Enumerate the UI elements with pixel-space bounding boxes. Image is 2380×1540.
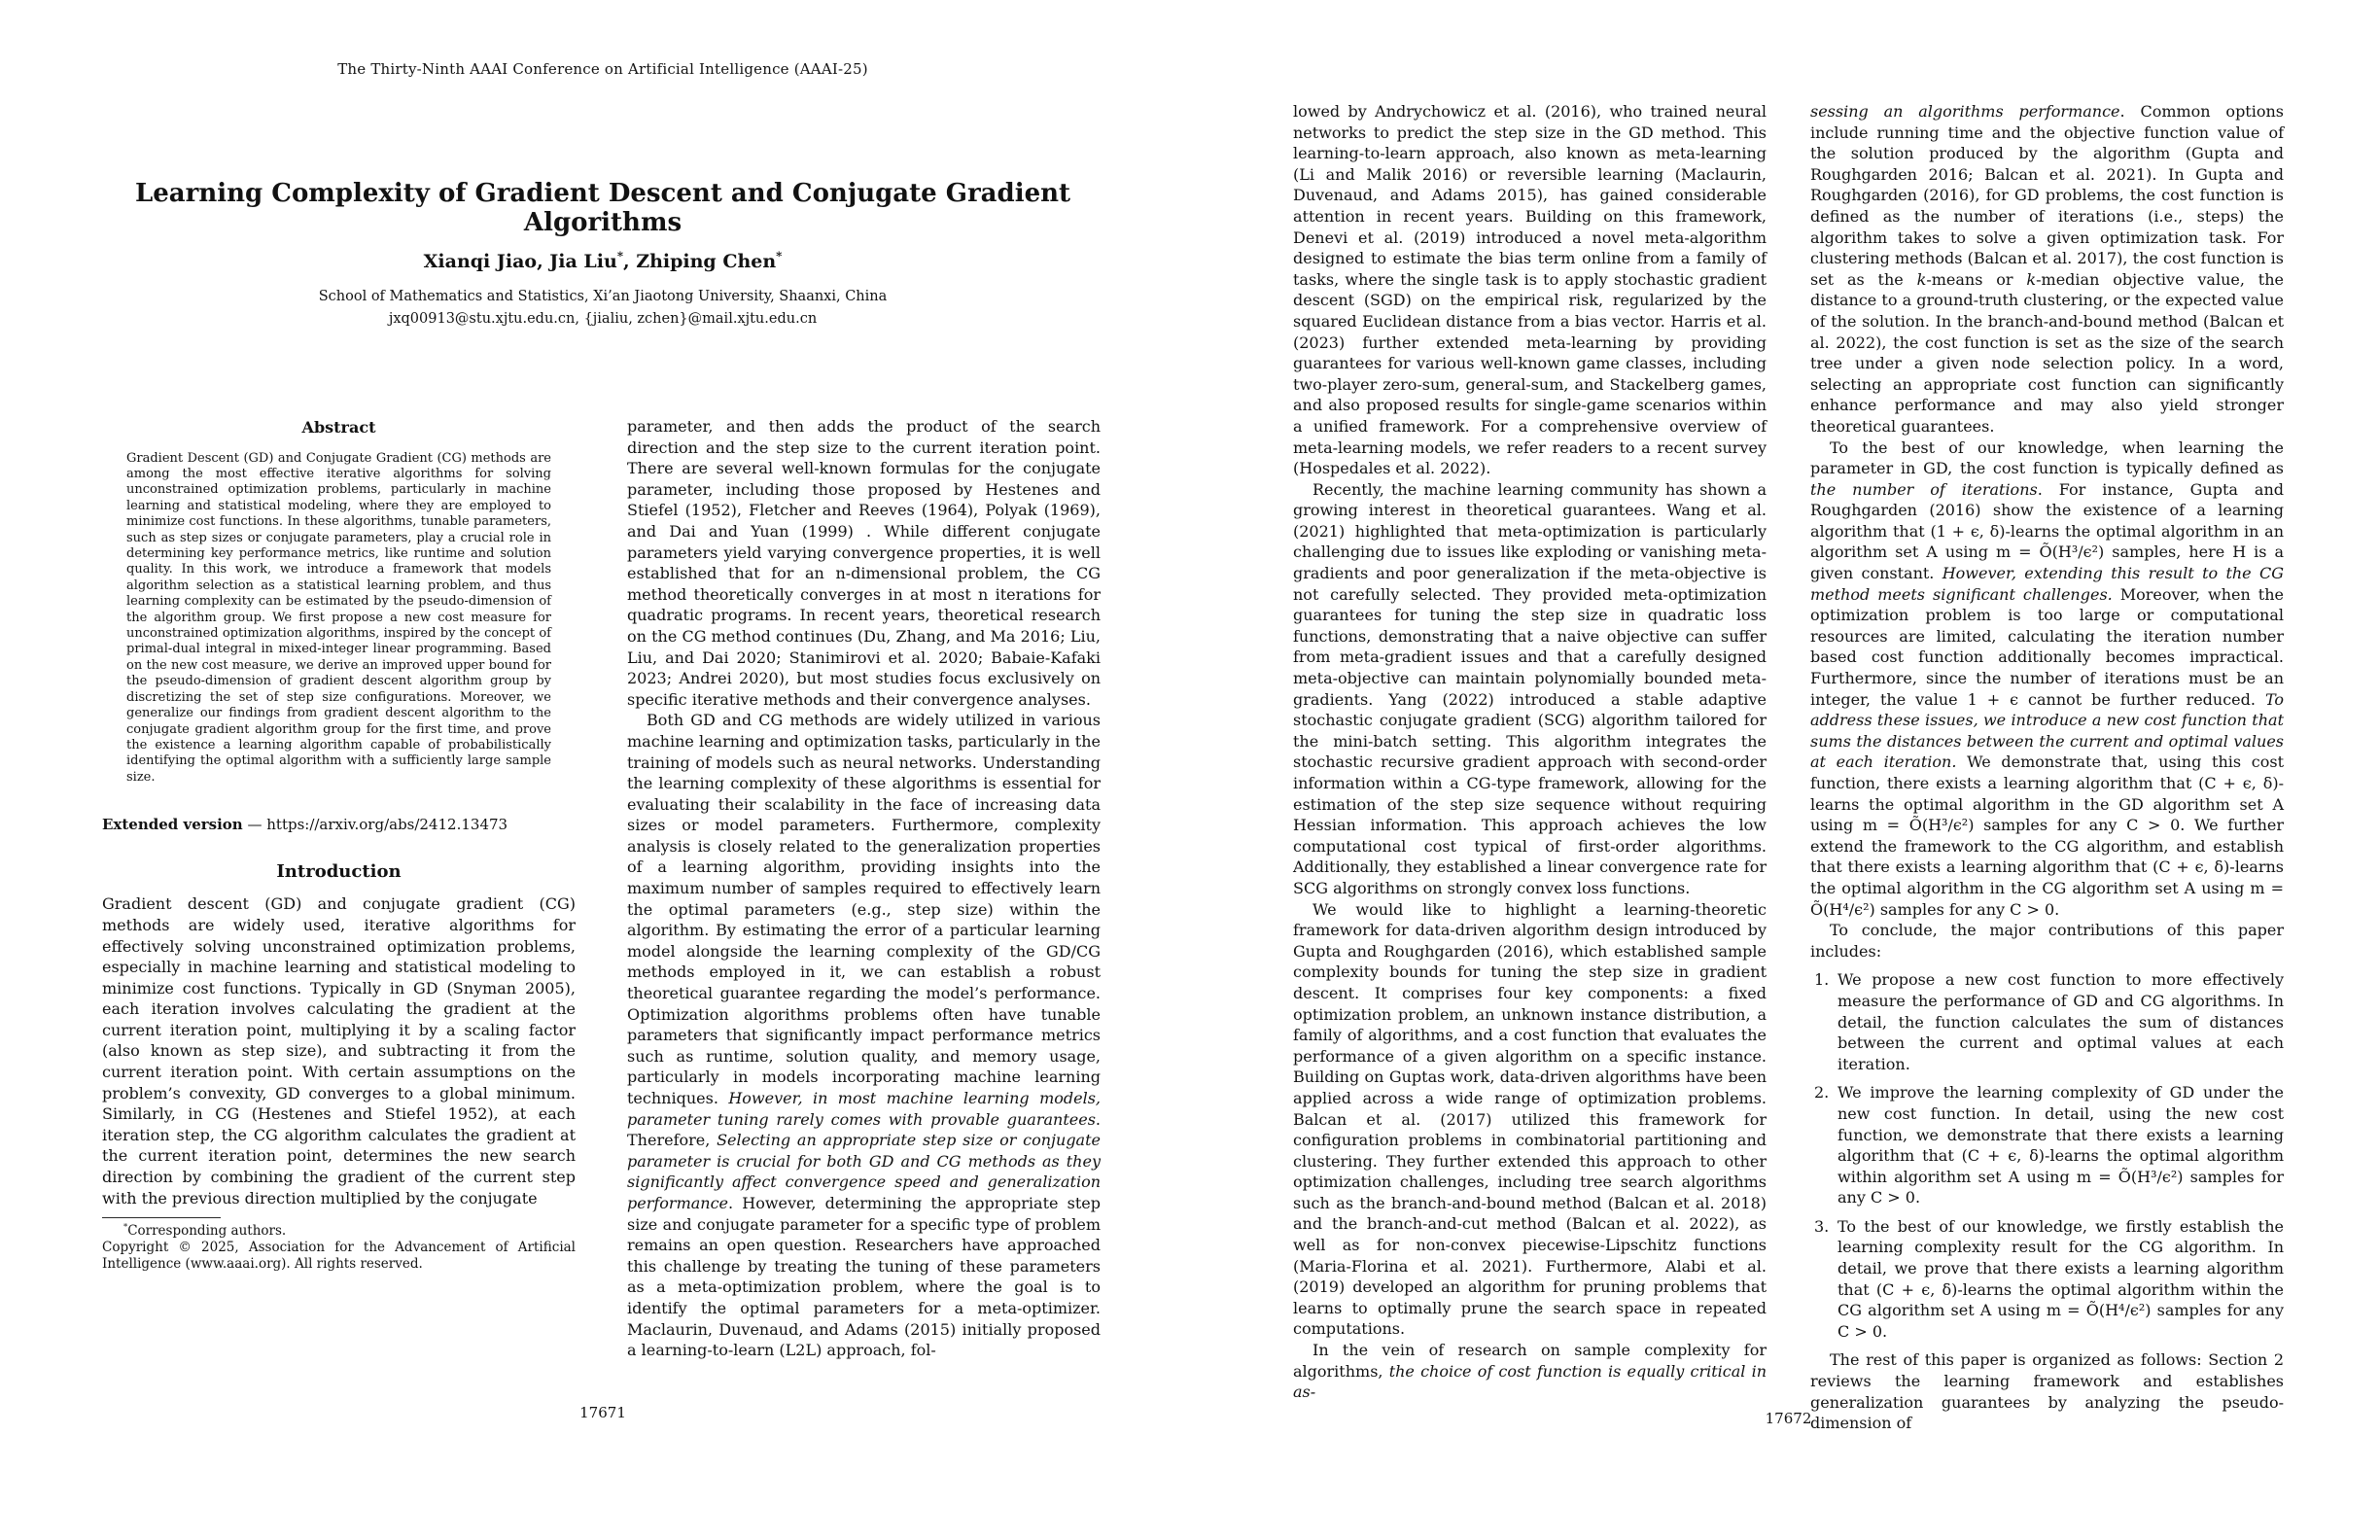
col4-closing-paragraph: The rest of this paper is organized as follows: Section 2 reviews the learning framework and establishes generalization guarantees by analyzing the pseudo-dimension of [1810, 1350, 2284, 1433]
item-number: 3. [1814, 1216, 1830, 1236]
item-text: To the best of our knowledge, we firstly establish the learning complexity result for the CG algorithm. In detail, we prove that there exists a learning algorithm that (C + ϵ, δ)-learns the optimal algorithm within the CG algorithm set A using m = Õ(H⁴/ϵ²) samples for any C > 0. [1838, 1216, 2284, 1341]
contribution-item [1810, 1082, 2284, 1208]
item-number: 2. [1814, 1083, 1830, 1102]
column-4 [1810, 101, 2284, 1434]
intro-paragraph: Gradient descent (GD) and conjugate gradient (CG) methods are widely used, iterative algorithms for effectively solving unconstrained optimization problems, especially in machine learning and statistical modeling to minimize cost functions. Typically in GD (Snyman 2005), each iteration involves calculating the gradient at the current iteration point, multiplying it by a scaling factor (also known as step size), and subtracting it from the current iteration point. With certain assumptions on the problem’s convexity, GD converges to a global minimum. Similarly, in CG (Hestenes and Stiefel 1952), at each iteration step, the CG algorithm calculates the gradient at the current iteration point, determines the new search direction by combining the gradient of the current step with the previous direction multiplied by the conjugate [102, 894, 576, 1208]
contributions-intro: To conclude, the major contributions of this paper includes: [1810, 921, 2284, 961]
col3-paragraph-2: Recently, the machine learning community has shown a growing interest in theoretical guarantees. Wang et al. (2021) highlighted that meta-optimization is particularly challenging due to issues like exploding or vanishing meta-gradients and poor generalization if the meta-objective is not carefully selected. They provided meta-optimization guarantees for tuning the step size in quadratic loss functions, demonstrating that a naive objective can suffer from meta-gradient issues and that a carefully designed meta-objective can maintain polynomially bounded meta-gradients. Yang (2022) introduced a stable adaptive stochastic conjugate gradient (SCG) algorithm tailored for the mini-batch setting. This algorithm integrates the stochastic recursive gradient approach with second-order information within a CG-type framework, allowing for the estimation of the step size sequence without requiring Hessian information. This approach achieves the low computational cost typical of first-order algorithms. Additionally, they established a linear convergence rate for SCG algorithms on strongly convex loss functions. [1293, 479, 1767, 897]
footnote-corresponding-authors: *Corresponding authors. [123, 1221, 287, 1240]
footnote-divider [102, 1217, 221, 1218]
col3-paragraph-4: In the vein of research on sample complexity for algorithms, the choice of cost function is equally critical in as- [1293, 1341, 1767, 1402]
footnote-copyright: Copyright © 2025, Association for the Advancement of Artificial Intelligence (www.aaai.org). All rights reserved. [102, 1240, 576, 1273]
col2-paragraph-1: parameter, and then adds the product of the search direction and the step size to the current iteration point. There are several well-known formulas for the conjugate parameter, including those proposed by Hestenes and Stiefel (1952), Fletcher and Reeves (1964), Polyak (1969), and Dai and Yuan (1999) . While different conjugate parameters yield varying convergence properties, it is well established that for an n-dimensional problem, the CG method theoretically converges in at most n iterations for quadratic programs. In recent years, theoretical research on the CG method continues (Du, Zhang, and Ma 2016; Liu, Liu, and Dai 2020; Stanimirovi et al. 2020; Babaie-Kafaki 2023; Andrei 2020), but most studies focus exclusively on specific iterative methods and their convergence analyses. [627, 417, 1101, 709]
col4-paragraph-1: sessing an algorithms performance. Common options include running time and the objective function value of the solution produced by the algorithm (Gupta and Roughgarden 2016; Balcan et al. 2021). In Gupta and Roughgarden (2016), for GD problems, the cost function is defined as the number of iterations (i.e., steps) the algorithm takes to solve a given optimization task. For clustering methods (Balcan et al. 2017), the cost function is set as the k-means or k-median objective value, the distance to a ground-truth clustering, or the expected value of the solution. In the branch-and-bound method (Balcan et al. 2022), the cost function is set as the size of the search tree under a given node selection policy. In a word, selecting an appropriate cost function can significantly enhance performance and may also yield stronger theoretical guarantees. [1810, 102, 2285, 436]
extended-version-link[interactable]: Extended version — https://arxiv.org/abs/2412.13473 [102, 816, 508, 834]
item-text: We propose a new cost function to more effectively measure the performance of GD and CG algorithms. In detail, the function calculates the sum of distances between the current and optimal values at each iteration. [1838, 970, 2284, 1073]
item-text: We improve the learning complexity of GD under the new cost function. In detail, using the new cost function, we demonstrate that there exists a learning algorithm that (C + ϵ, δ)-learns the optimal algorithm within algorithm set A using m = Õ(H³/ϵ²) samples for any C > 0. [1838, 1083, 2284, 1208]
col3-paragraph-1: lowed by Andrychowicz et al. (2016), who trained neural networks to predict the step size in the GD method. This learning-to-learn approach, also known as meta-learning (Li and Malik 2016) or reversible learning (Maclaurin, Duvenaud, and Adams 2015), has gained considerable attention in recent years. Building on this framework, Denevi et al. (2019) introduced a novel meta-algorithm designed to estimate the bias term online from a family of tasks, where the single task is to apply stochastic gradient descent (SGD) on the empirical risk, regularized by the squared Euclidean distance from a bias vector. Harris et al. (2023) further extended meta-learning by providing guarantees for various well-known game classes, including two-player zero-sum, general-sum, and Stackelberg games, and also proposed results for single-game scenarios within a unified framework. For a comprehensive overview of meta-learning models, we refer readers to a recent survey (Hospedales et al. 2022). [1293, 102, 1767, 478]
abstract-heading: Abstract [301, 418, 376, 437]
author-line: Xianqi Jiao, Jia Liu*, Zhiping Chen* [423, 249, 783, 272]
abstract-text: Gradient Descent (GD) and Conjugate Gradient (CG) methods are among the most effective iterative algorithms for solving unconstrained optimization problems, particularly in machine learning and statistical modeling, where they are employed to minimize cost functions. In these algorithms, tunable parameters, such as step sizes or conjugate parameters, play a crucial role in determining key performance metrics, like runtime and solution quality. In this work, we introduce a framework that models algorithm selection as a statistical learning problem, and thus learning complexity can be estimated by the pseudo-dimension of the algorithm group. We first propose a new cost measure for unconstrained optimization algorithms, inspired by the concept of primal-dual integral in mixed-integer linear programming. Based on the new cost measure, we derive an improved upper bound for the pseudo-dimension of gradient descent algorithm group by discretizing the set of step size configurations. Moreover, we generalize our findings from gradient descent algorithm to the conjugate gradient algorithm group for the first time, and prove the existence a learning algorithm capable of probabilistically identifying the optimal algorithm with a sufficiently large sample size. [126, 450, 551, 785]
item-number: 1. [1814, 970, 1830, 990]
page-2 [1190, 0, 2380, 1540]
email-line: jxq00913@stu.xjtu.edu.cn, {jialiu, zchen}@mail.xjtu.edu.cn [388, 311, 818, 327]
column-2 [627, 416, 1101, 1361]
column-3 [1293, 101, 1767, 1403]
page-number: 17672 [1765, 1410, 1812, 1427]
affiliation-line: School of Mathematics and Statistics, Xi’an Jiaotong University, Shaanxi, China [318, 289, 888, 304]
introduction-heading: Introduction [276, 860, 402, 882]
conference-header: The Thirty-Ninth AAAI Conference on Artificial Intelligence (AAAI-25) [337, 60, 868, 78]
page-number: 17671 [579, 1404, 626, 1421]
column-1 [102, 413, 576, 1273]
contributions-list [1810, 969, 2284, 1342]
contribution-item [1810, 969, 2284, 1074]
col2-paragraph-2: Both GD and CG methods are widely utilized in various machine learning and optimization tasks, particularly in the training of models such as neural networks. Understanding the learning complexity of these algorithms is essential for evaluating their scalability in the face of increasing data sizes or model parameters. Furthermore, complexity analysis is closely related to the generalization properties of a learning algorithm, providing insights into the maximum number of samples required to effectively learn the optimal parameters (e.g., step size) within the algorithm. By estimating the error of a particular learning model alongside the learning complexity of the GD/CG methods employed in it, we can establish a robust theoretical guarantee regarding the model’s performance. Optimization algorithms problems often have tunable parameters that significantly impact performance metrics such as runtime, solution quality, and memory usage, particularly in models incorporating machine learning techniques. However, in most machine learning models, parameter tuning rarely comes with provable guarantees. Therefore, Selecting an appropriate step size or conjugate parameter is crucial for both GD and CG methods as they significantly affect convergence speed and generalization performance. However, determining the appropriate step size and conjugate parameter for a specific type of problem remains an open question. Researchers have approached this challenge by treating the tuning of these parameters as a meta-optimization problem, where the goal is to identify the optimal parameters for a meta-optimizer. Maclaurin, Duvenaud, and Adams (2015) initially proposed a learning-to-learn (L2L) approach, fol- [627, 711, 1101, 1360]
footnote [102, 1217, 576, 1273]
paper-title: Learning Complexity of Gradient Descent and Conjugate Gradient Algorithms [134, 179, 1071, 237]
contribution-item [1810, 1216, 2284, 1343]
col3-paragraph-3: We would like to highlight a learning-theoretic framework for data-driven algorithm design introduced by Gupta and Roughgarden (2016), which established sample complexity bounds for tuning the step size in gradient descent. It comprises four key components: a fixed optimization problem, an unknown instance distribution, a family of algorithms, and a cost function that evaluates the performance of a given algorithm on a specific instance. Building on Guptas work, data-driven algorithms have been applied across a wide range of optimization problems. Balcan et al. (2017) utilized this framework for configuration problems in combinatorial partitioning and clustering. They further extended this approach to other optimization challenges, including tree search algorithms such as the branch-and-bound method (Balcan et al. 2018) and the branch-and-cut method (Balcan et al. 2022), as well as for non-convex piecewise-Lipschitz functions (Maria-Florina et al. 2021). Furthermore, Alabi et al. (2019) developed an algorithm for pruning problems that learns to optimally prune the search space in repeated computations. [1293, 899, 1767, 1339]
col4-paragraph-2: To the best of our knowledge, when learning the parameter in GD, the cost function is typically defined as the number of iterations. For instance, Gupta and Roughgarden (2016) show the existence of a learning algorithm that (1 + ϵ, δ)-learns the optimal algorithm in an algorithm set A using m = Õ(H³/ϵ²) samples, here H is a given constant. However, extending this result to the CG method meets significant challenges. Moreover, when the optimization problem is too large or computational resources are limited, calculating the iteration number based cost function additionally becomes impractical. Furthermore, since the number of iterations must be an integer, the value 1 + ϵ cannot be further reduced. To address these issues, we introduce a new cost function that sums the distances between the current and optimal values at each iteration. We demonstrate that, using this cost function, there exists a learning algorithm that (C + ϵ, δ)-learns the optimal algorithm in the GD algorithm set A using m = Õ(H³/ϵ²) samples for any C > 0. We further extend the framework to the CG algorithm, and establish that there exists a learning algorithm that (C + ϵ, δ)-learns the optimal algorithm in the CG algorithm set A using m = Õ(H⁴/ϵ²) samples for any C > 0. [1810, 438, 2284, 919]
